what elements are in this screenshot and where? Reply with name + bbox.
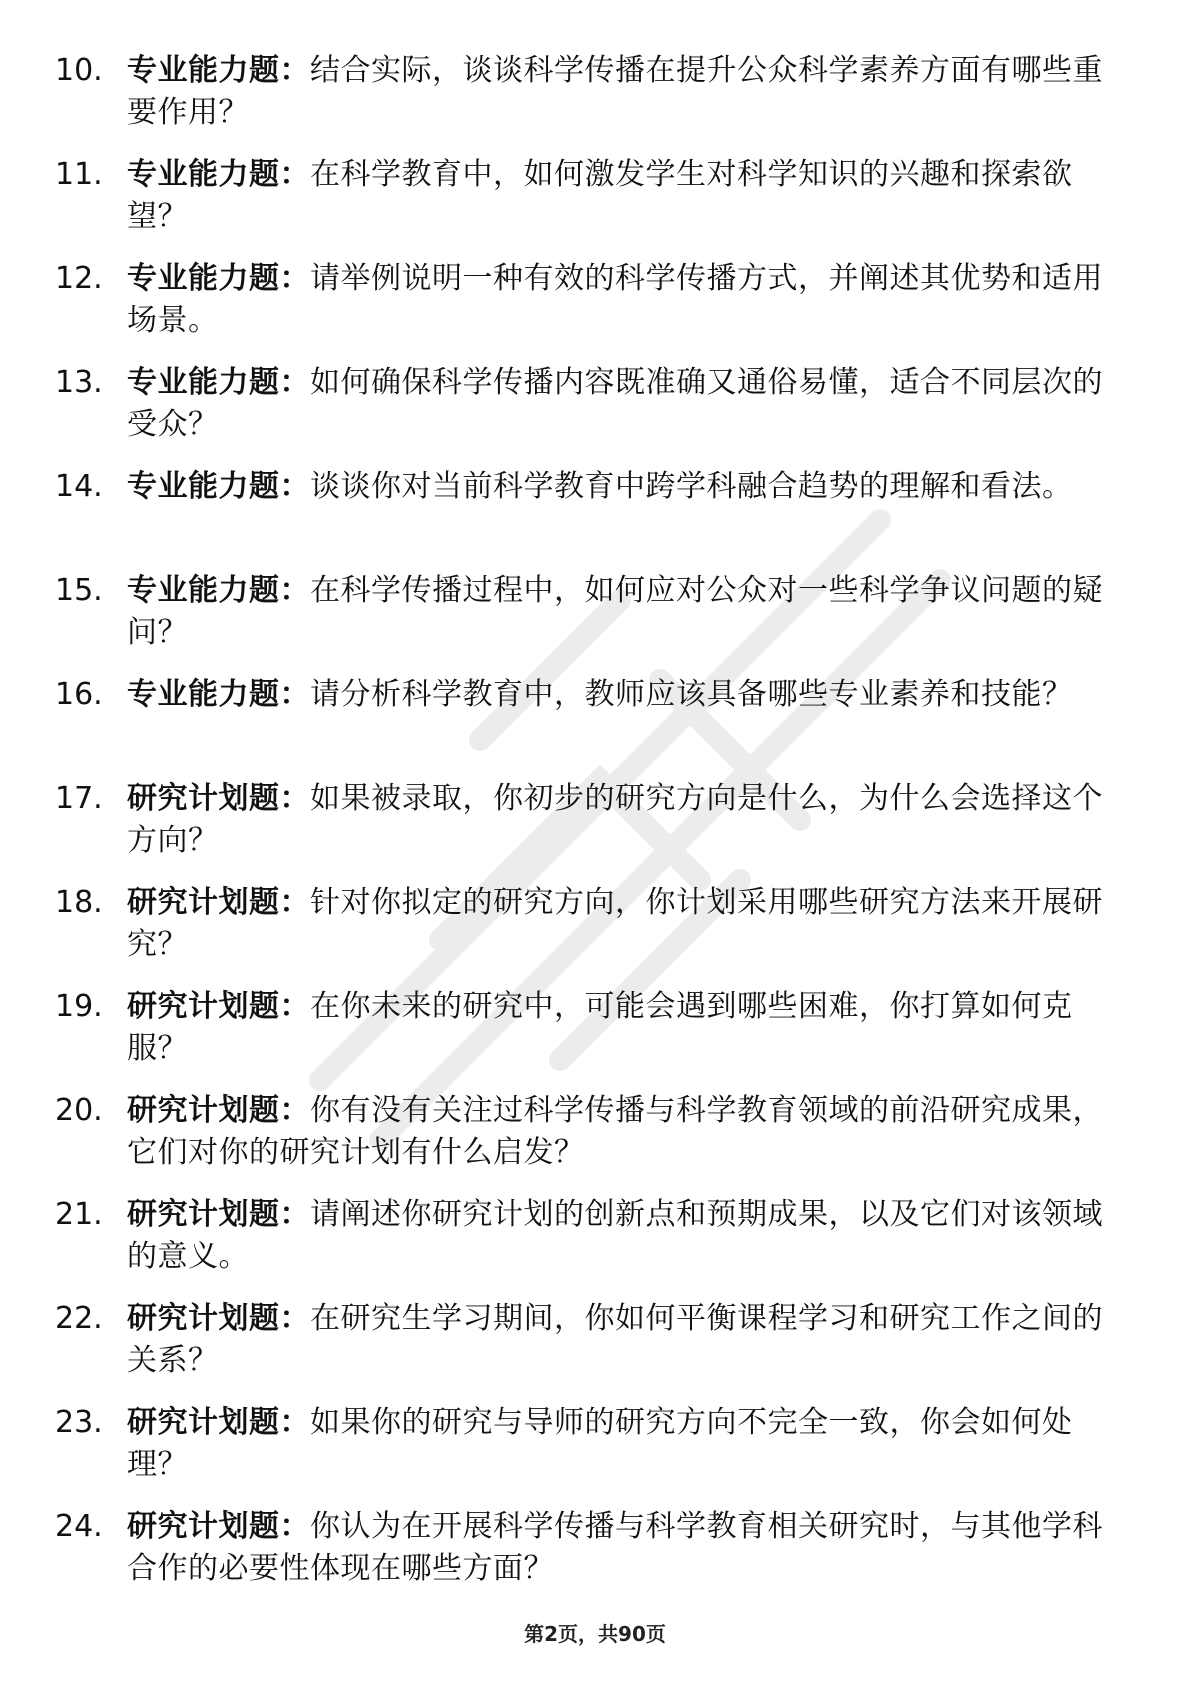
list-item bbox=[55, 1194, 1115, 1298]
question-category: 专业能力题： bbox=[127, 365, 310, 400]
question-text: 如果被录取，你初步的研究方向是什么，为什么会选择这个方向？ bbox=[127, 781, 1103, 858]
list-item bbox=[55, 986, 1115, 1090]
question-body bbox=[127, 986, 1115, 1070]
question-body bbox=[127, 570, 1115, 654]
question-category: 专业能力题： bbox=[127, 157, 310, 192]
question-text: 如果你的研究与导师的研究方向不完全一致，你会如何处理？ bbox=[127, 1405, 1073, 1482]
question-text: 请举例说明一种有效的科学传播方式，并阐述其优势和适用场景。 bbox=[127, 261, 1103, 338]
question-number: 12. bbox=[55, 261, 103, 296]
question-text: 在你未来的研究中，可能会遇到哪些困难，你打算如何克服？ bbox=[127, 989, 1073, 1066]
question-body bbox=[127, 362, 1115, 446]
question-category: 专业能力题： bbox=[127, 573, 310, 608]
question-body bbox=[127, 154, 1115, 238]
question-body bbox=[127, 466, 1115, 508]
question-body bbox=[127, 1506, 1115, 1590]
question-number: 19. bbox=[55, 989, 103, 1024]
question-category: 专业能力题： bbox=[127, 261, 310, 296]
list-item bbox=[55, 882, 1115, 986]
question-body bbox=[127, 674, 1115, 716]
question-number: 14. bbox=[55, 469, 103, 504]
question-number: 21. bbox=[55, 1197, 103, 1232]
question-text: 你有没有关注过科学传播与科学教育领域的前沿研究成果，它们对你的研究计划有什么启发？ bbox=[127, 1093, 1103, 1170]
question-number: 15. bbox=[55, 573, 103, 608]
list-item bbox=[55, 570, 1115, 674]
question-category: 研究计划题： bbox=[127, 1405, 310, 1440]
question-number: 22. bbox=[55, 1301, 103, 1336]
question-number: 18. bbox=[55, 885, 103, 920]
question-number: 11. bbox=[55, 157, 103, 192]
question-text: 如何确保科学传播内容既准确又通俗易懂，适合不同层次的受众？ bbox=[127, 365, 1103, 442]
question-number: 20. bbox=[55, 1093, 103, 1128]
question-body bbox=[127, 1194, 1115, 1278]
list-item bbox=[55, 466, 1115, 570]
question-text: 结合实际，谈谈科学传播在提升公众科学素养方面有哪些重要作用？ bbox=[127, 53, 1103, 130]
question-text: 你认为在开展科学传播与科学教育相关研究时，与其他学科合作的必要性体现在哪些方面？ bbox=[127, 1509, 1103, 1586]
question-number: 16. bbox=[55, 677, 103, 712]
question-body bbox=[127, 258, 1115, 342]
question-body bbox=[127, 882, 1115, 966]
list-item bbox=[55, 362, 1115, 466]
question-category: 研究计划题： bbox=[127, 989, 310, 1024]
list-item bbox=[55, 1506, 1115, 1610]
list-item bbox=[55, 1298, 1115, 1402]
question-text: 在科学传播过程中，如何应对公众对一些科学争议问题的疑问？ bbox=[127, 573, 1103, 650]
question-category: 研究计划题： bbox=[127, 1093, 310, 1128]
question-category: 专业能力题： bbox=[127, 677, 310, 712]
question-text: 在科学教育中，如何激发学生对科学知识的兴趣和探索欲望？ bbox=[127, 157, 1073, 234]
page-footer: 第2页，共90页 bbox=[524, 1622, 666, 1646]
question-number: 13. bbox=[55, 365, 103, 400]
question-body bbox=[127, 50, 1115, 134]
question-text: 在研究生学习期间，你如何平衡课程学习和研究工作之间的关系？ bbox=[127, 1301, 1103, 1378]
list-item bbox=[55, 1090, 1115, 1194]
question-list bbox=[55, 50, 1115, 1610]
question-body bbox=[127, 1402, 1115, 1486]
question-category: 专业能力题： bbox=[127, 469, 310, 504]
list-item bbox=[55, 778, 1115, 882]
question-category: 研究计划题： bbox=[127, 1197, 310, 1232]
question-text: 谈谈你对当前科学教育中跨学科融合趋势的理解和看法。 bbox=[310, 469, 1073, 504]
question-text: 请分析科学教育中，教师应该具备哪些专业素养和技能？ bbox=[310, 677, 1073, 712]
list-item bbox=[55, 258, 1115, 362]
question-body bbox=[127, 1298, 1115, 1382]
question-body bbox=[127, 1090, 1115, 1174]
list-item bbox=[55, 154, 1115, 258]
list-item bbox=[55, 1402, 1115, 1506]
question-number: 10. bbox=[55, 53, 103, 88]
question-number: 24. bbox=[55, 1509, 103, 1544]
question-category: 研究计划题： bbox=[127, 781, 310, 816]
question-number: 17. bbox=[55, 781, 103, 816]
question-category: 专业能力题： bbox=[127, 53, 310, 88]
question-number: 23. bbox=[55, 1405, 103, 1440]
question-text: 请阐述你研究计划的创新点和预期成果，以及它们对该领域的意义。 bbox=[127, 1197, 1103, 1274]
question-body bbox=[127, 778, 1115, 862]
question-text: 针对你拟定的研究方向，你计划采用哪些研究方法来开展研究？ bbox=[127, 885, 1103, 962]
question-category: 研究计划题： bbox=[127, 885, 310, 920]
question-category: 研究计划题： bbox=[127, 1509, 310, 1544]
question-category: 研究计划题： bbox=[127, 1301, 310, 1336]
list-item bbox=[55, 50, 1115, 154]
list-item bbox=[55, 674, 1115, 778]
